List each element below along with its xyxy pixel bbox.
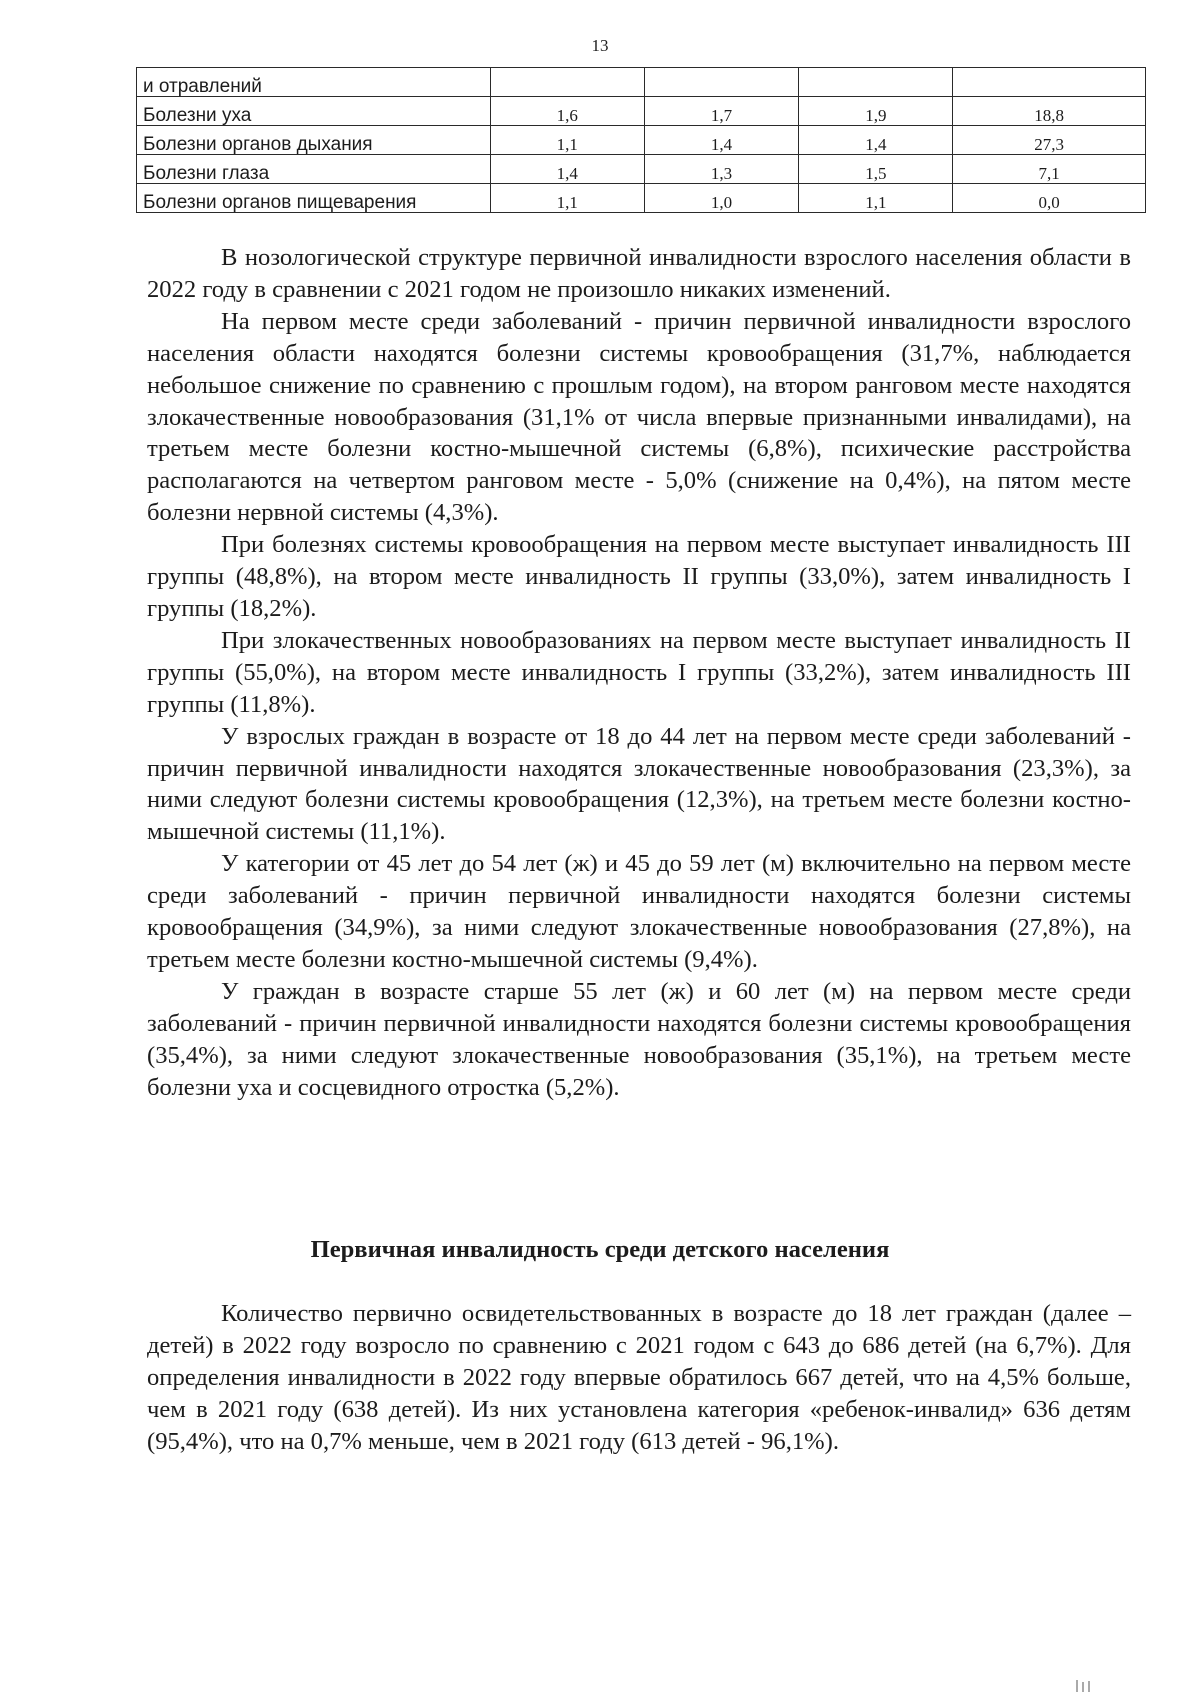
table-cell-label: Болезни органов дыхания: [137, 126, 491, 155]
table-cell-label: Болезни органов пищеварения: [137, 184, 491, 213]
table-row: [137, 68, 1146, 97]
table-cell: 27,3: [953, 126, 1146, 155]
table-row: [137, 126, 1146, 155]
table-cell: [799, 68, 953, 97]
scan-mark-icon: [1073, 1678, 1097, 1692]
table-cell: [490, 68, 644, 97]
paragraph: Количество первично освидетельствованных в возрасте до 18 лет граждан (далее – детей) в 2022 году возросло по сравнению с 2021 годом с 643 до 686 детей (на 6,7%). Для определения инвалидности в 2022 году впервые обратилось 667 детей, что на 4,5% больше, чем в 2021 году (638 детей). Из них установлена категория «ребенок-инвалид» 636 детям (95,4%), что на 0,7% меньше, чем в 2021 году (613 детей - 96,1%).: [147, 1300, 1131, 1455]
table-cell: 18,8: [953, 97, 1146, 126]
body-text: [147, 242, 1131, 1103]
table-cell: [953, 68, 1146, 97]
table-cell: 1,1: [490, 184, 644, 213]
table-cell-label: Болезни глаза: [137, 155, 491, 184]
table-cell: 1,3: [644, 155, 799, 184]
paragraph: В нозологической структуре первичной инвалидности взрослого населения области в 2022 году в сравнении с 2021 годом не произошло никаких изменений.: [147, 244, 1131, 303]
paragraph: На первом месте среди заболеваний - причин первичной инвалидности взрослого населения области находятся болезни системы кровообращения (31,7%, наблюдается небольшое снижение по сравнению с прошлым годом), на втором ранговом месте находятся злокачественные новообразования (31,1% от числа впервые признанными инвалидами), на третьем месте болезни костно-мышечной системы (6,8%), психические расстройства располагаются на четвертом ранговом месте - 5,0% (снижение на 0,4%), на пятом месте болезни нервной системы (4,3%).: [147, 307, 1131, 527]
table-cell: 1,4: [644, 126, 799, 155]
table-row: [137, 184, 1146, 213]
table-cell: [644, 68, 799, 97]
table-cell: 1,4: [799, 126, 953, 155]
disability-rates-table: [136, 67, 1146, 213]
table-cell: 1,5: [799, 155, 953, 184]
page-number: 13: [591, 36, 609, 55]
table-cell: 1,4: [490, 155, 644, 184]
table-cell: 1,0: [644, 184, 799, 213]
table-row: [137, 155, 1146, 184]
section-body-text: [147, 1298, 1131, 1458]
table-row: [137, 97, 1146, 126]
table-cell-label: Болезни уха: [137, 97, 491, 126]
paragraph: При злокачественных новообразованиях на первом месте выступает инвалидность II группы (55,0%), на втором месте инвалидность I группы (33,2%), затем инвалидность III группы (11,8%).: [147, 626, 1131, 718]
paragraph: При болезнях системы кровообращения на первом месте выступает инвалидность III группы (48,8%), на втором месте инвалидность II группы (33,0%), затем инвалидность I группы (18,2%).: [147, 531, 1131, 622]
paragraph: У взрослых граждан в возрасте от 18 до 44 лет на первом месте среди заболеваний - причин первичной инвалидности находятся злокачественные новообразования (23,3%), за ними следуют болезни системы кровообращения (12,3%), на третьем месте болезни костно-мышечной системы (11,1%).: [147, 722, 1131, 846]
table-cell: 1,9: [799, 97, 953, 126]
table-cell-label: и отравлений: [137, 68, 491, 97]
table-cell: 1,6: [490, 97, 644, 126]
paragraph: У граждан в возрасте старше 55 лет (ж) и 60 лет (м) на первом месте среди заболеваний - причин первичной инвалидности находятся болезни системы кровообращения (35,4%), за ними следуют злокачественные новообразования (35,1%), на третьем месте болезни уха и сосцевидного отростка (5,2%).: [147, 977, 1131, 1101]
table-cell: 1,7: [644, 97, 799, 126]
table-cell: 7,1: [953, 155, 1146, 184]
table-cell: 0,0: [953, 184, 1146, 213]
table-cell: 1,1: [490, 126, 644, 155]
paragraph: У категории от 45 лет до 54 лет (ж) и 45 до 59 лет (м) включительно на первом месте среди заболеваний - причин первичной инвалидности находятся болезни системы кровообращения (34,9%), за ними следуют злокачественные новообразования (27,8%), на третьем месте болезни костно-мышечной системы (9,4%).: [147, 850, 1131, 973]
table-cell: 1,1: [799, 184, 953, 213]
section-heading: Первичная инвалидность среди детского населения: [310, 1236, 890, 1263]
